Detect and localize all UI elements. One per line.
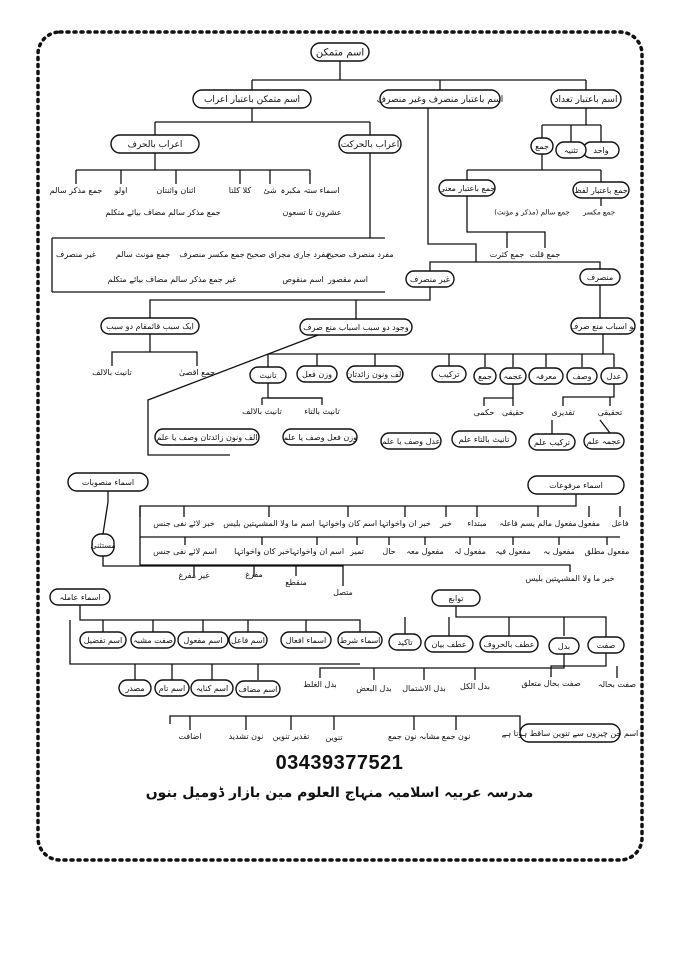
node-byNumber [551, 90, 621, 108]
node-label: خبر کان واخواتہا [234, 546, 290, 556]
node-sifat [588, 637, 624, 653]
connector-line [430, 262, 476, 271]
connector-line [551, 653, 606, 677]
node-label: مفعول بہ [543, 546, 575, 556]
node-atfHuruf [480, 636, 538, 652]
node-label: مصدر [125, 683, 145, 693]
node-label: جمع مونث سالم [115, 249, 171, 259]
node-label: تانیث بالتاء [304, 406, 340, 416]
node-label: تانیث بالتاء علم [458, 434, 510, 444]
node-label: وصف [572, 371, 592, 381]
node-label: متصل [333, 587, 353, 597]
node-label: مفعول مطلق [584, 546, 630, 556]
node-tamyiz [349, 547, 364, 556]
node-asmaSitta [281, 186, 340, 195]
node-jamaQillat [530, 250, 561, 259]
node-label: اسم مقصور [327, 274, 369, 284]
node-jamaKasrat [490, 250, 525, 259]
node-label: منقطع [285, 577, 307, 587]
node-badal [549, 638, 579, 654]
node-tawabi [432, 590, 480, 606]
connector-line [170, 716, 520, 733]
node-asmaAfal [281, 632, 331, 648]
node-mafool [578, 519, 600, 528]
node-label: تانیث بالالف [92, 367, 132, 377]
node-badalKul [460, 682, 490, 691]
node-label: الف ونون زائدتان [346, 369, 404, 379]
node-wujud [300, 319, 412, 335]
node-mafoolMutlaq [585, 547, 630, 556]
node-label: اسم تام [158, 683, 186, 693]
node-label: شئ [263, 185, 277, 195]
connector-line [150, 300, 356, 318]
node-label: اسم مفعول [183, 635, 223, 645]
node-label: جمع مکسر [582, 208, 616, 217]
node-badalGhalat [303, 680, 337, 689]
node-khabarInna [379, 519, 431, 528]
connector-line [467, 196, 507, 248]
connector-line [600, 420, 610, 433]
connector-line [150, 334, 197, 366]
node-label: تحقیقی [597, 407, 623, 417]
node-label: مشابہ نون جمع [388, 731, 440, 741]
connector-line [112, 352, 150, 366]
node-jama [531, 138, 553, 154]
node-naibFail [499, 519, 576, 528]
node-label: عدل [606, 371, 622, 381]
node-khabarKana [234, 547, 290, 556]
node-label: نو اسباب منع صرف [570, 321, 636, 331]
node-munsarif [580, 269, 620, 285]
node-label: اسم باعتبار تعداد [554, 95, 618, 106]
node-root [311, 43, 369, 61]
node-mustasna [90, 534, 115, 556]
node-kilaKilta [229, 186, 252, 195]
node-label: وزن فعل وصف یا علم [283, 432, 357, 442]
node-mufradMunsarif [326, 250, 393, 259]
node-bySarf [377, 90, 504, 108]
node-wasf [567, 368, 597, 384]
node-label: مفرغ [245, 569, 263, 579]
node-wahid [583, 142, 619, 158]
node-tasniya [556, 142, 586, 158]
node-jamaMuannas [116, 250, 170, 259]
node-tanwinQuestion [502, 724, 639, 742]
node-label: اسم جن چیزوں سے تنوین ساقط ہوتا ہے [501, 728, 639, 738]
node-nunTashdid [229, 732, 264, 741]
node-label: کلا کلتا [228, 185, 252, 195]
node-label: مفعول معہ [406, 546, 444, 556]
node-label: مفعول [577, 518, 601, 528]
connector-line [507, 232, 545, 248]
node-label: تنوین [325, 732, 343, 742]
node-label: مفعول فیہ [495, 546, 531, 556]
node-label: تاکید [397, 637, 413, 647]
node-label: عدل وصف یا علم [381, 436, 441, 446]
node-ismKinaya [191, 680, 233, 696]
node-waznFil [297, 366, 337, 382]
node-ismManqus [282, 275, 323, 284]
node-tarkib [432, 366, 466, 382]
node-label: جمع [478, 371, 492, 381]
institute-name: مدرسہ عربیہ اسلامیہ منہاج العلوم مین بازار ڈومیل بنوں [145, 785, 534, 801]
node-label: ایک سبب قائمقام دو سبب [106, 321, 194, 331]
node-jamaSalim [494, 208, 569, 216]
node-jamaMuzakkarMudaf [105, 208, 220, 217]
node-label: اسم کان واخواتہا [318, 518, 378, 528]
node-alifNunWasf [155, 429, 259, 445]
node-asmaShart [338, 632, 382, 648]
node-label: اضافت [178, 731, 202, 741]
node-label: معرفہ [535, 371, 557, 381]
node-irabHuruf [111, 135, 199, 153]
node-nunJama [442, 732, 471, 741]
node-ismFail [229, 632, 267, 648]
node-label: حال [382, 546, 396, 556]
node-label: تقدیر تنوین [272, 731, 310, 741]
node-jama2 [474, 368, 496, 384]
node-ismMudaf [236, 681, 280, 697]
node-label: اسماء افعال [285, 635, 327, 645]
node-label: جمع باعتبار لفظ [574, 185, 628, 195]
node-label: صفت [596, 640, 616, 650]
node-muttasil [333, 588, 353, 597]
node-label: خبر ان واخواتہا [379, 518, 431, 528]
node-jamaMukassar [582, 208, 615, 216]
node-asmaMarfuat [528, 476, 624, 494]
node-jamaMukassarMunsarif [179, 250, 245, 259]
node-label: غیر منصرف [410, 274, 450, 284]
node-label: جمع سالم (مذکر و مؤنث) [494, 208, 570, 217]
node-label: نون تشدید [228, 731, 264, 741]
connector-line [320, 654, 564, 678]
node-label: جمع کثرت [489, 249, 525, 259]
node-mubtada [467, 519, 486, 528]
node-takid [389, 634, 421, 650]
node-label: بدل البعض [356, 683, 392, 693]
node-ismMaqsur [327, 275, 368, 284]
node-mushabaNun [388, 732, 440, 741]
node-fail [611, 519, 628, 528]
connector-line [103, 491, 108, 534]
node-label: اسم کنایہ [195, 683, 229, 693]
node-label: جمع [535, 141, 549, 151]
node-byIrab [193, 90, 311, 108]
node-label: تانیث بالالف [242, 406, 282, 416]
node-label: ترکیب [438, 369, 460, 379]
node-jamaMuzakkar [50, 186, 103, 195]
node-label: صفت بحال متعلق [521, 678, 581, 688]
node-label: اسماء مرفوعات [549, 480, 603, 490]
node-label: بدل الکل [460, 681, 490, 691]
node-izafat [178, 732, 201, 741]
node-label: منصرف [586, 272, 614, 282]
node-irabHarakat [339, 135, 401, 153]
node-munqati [285, 578, 307, 587]
node-asbab [570, 318, 636, 334]
node-label: عجمہ [503, 371, 523, 381]
node-waznFilWasf [283, 429, 357, 445]
node-sifatMushabbaha [131, 632, 175, 648]
node-adlWasf [381, 433, 441, 449]
node-atfBayan [425, 636, 473, 652]
node-mufradJari [246, 250, 329, 259]
node-ghairMufarragh [178, 571, 209, 580]
node-label: اسم مضاف [238, 684, 278, 694]
node-mafoolBihi [543, 547, 575, 556]
node-label: تمیز [350, 546, 364, 556]
node-label: جمع قلت [529, 249, 561, 259]
node-label: تثنیہ [563, 145, 579, 155]
node-ismInna [290, 547, 344, 556]
node-sifatMutalliq [521, 679, 581, 688]
node-haqiqi [502, 408, 524, 417]
node-ismTafzil [80, 632, 126, 648]
node-label: اعراب بالحرف [127, 140, 183, 151]
node-label: توابع [448, 593, 464, 603]
node-alifNun [346, 366, 403, 382]
node-label: غیر جمع مذکر سالم مضاف بیائے متکلم [107, 274, 237, 284]
node-label: جمع باعتبار معنی [438, 183, 496, 193]
node-label: اسماء شرط [339, 635, 381, 645]
node-mafoolLahu [454, 547, 486, 556]
node-label: اسم باعتبار منصرف وغیر منصرف [376, 95, 504, 106]
node-label: غیر منصرف [56, 249, 96, 259]
node-label: اسم منقوص [282, 274, 324, 284]
node-label: اسم لائے نفی جنس [153, 546, 217, 556]
node-label: بدل [557, 641, 571, 651]
node-label: بدل الغلط [303, 679, 337, 689]
node-khabarMaLa [525, 574, 614, 583]
node-label: اسم ان واخواتہا [289, 546, 345, 556]
connector-line [268, 383, 322, 405]
node-label: تقدیری [551, 407, 575, 417]
node-label: جمع اقصیٰ [178, 367, 216, 377]
connector-line [563, 384, 614, 406]
node-sifatHala [598, 680, 636, 689]
node-label: جمع مذکر سالم مضاف بیائے متکلم [105, 207, 221, 217]
node-label: حکمی [473, 407, 495, 417]
node-label: مستثنیٰ [90, 540, 116, 550]
node-marifa [529, 368, 563, 384]
node-hukmi [474, 408, 495, 417]
connector-line [140, 494, 576, 517]
node-mafoolMaahu [406, 547, 444, 556]
node-label: اسم فاعل [231, 635, 265, 645]
node-label: واحد [593, 145, 609, 155]
node-ismKana [319, 519, 377, 528]
node-label: اعراب بالحرکت [340, 140, 400, 151]
node-ujma [500, 368, 526, 384]
node-tahqiqi [598, 408, 623, 417]
node-label: عشرون تا تسعون [282, 207, 342, 217]
node-taqdirTanwin [273, 732, 310, 741]
node-taniseAlif [92, 368, 132, 377]
node-ishrun [282, 208, 341, 217]
node-tarkibAlam [529, 434, 575, 450]
node-tanis [250, 367, 286, 383]
node-mafoolFihi [495, 547, 531, 556]
node-mufarragh [245, 570, 263, 579]
node-adl [601, 368, 627, 384]
node-tanwin [325, 733, 342, 742]
node-masdar [119, 680, 151, 696]
node-label: جمع مذکر سالم [49, 185, 103, 195]
node-label: عطف بیان [431, 639, 467, 649]
node-ujmaAlam [584, 433, 624, 449]
node-label: تانیث [259, 370, 277, 380]
node-label: مفعول مالم یسم فاعلہ [499, 518, 577, 528]
node-shay [263, 186, 277, 195]
node-taniseTaAlam [452, 431, 516, 447]
node-ghairJamaMudaf [108, 275, 237, 284]
node-label: حقیقی [501, 407, 525, 417]
connector-line [80, 605, 360, 632]
node-label: نون جمع [441, 731, 471, 741]
node-ismMafool [178, 632, 228, 648]
node-label: اسماء عاملہ [59, 592, 101, 602]
node-taqdiri [551, 408, 574, 417]
node-jamaMani [439, 180, 496, 196]
node-label: صفت مشبہ [133, 635, 173, 645]
node-label: ترکیب علم [533, 437, 571, 447]
node-ekSabab [101, 318, 199, 334]
node-ulu [114, 186, 128, 195]
node-badalBaz [356, 684, 392, 693]
connector-line [456, 606, 606, 637]
node-ismTam [155, 680, 189, 696]
node-label: خبر [440, 518, 452, 528]
node-label: غیر مفرغ [178, 570, 210, 580]
phone-number: 03439377521 [275, 752, 404, 774]
node-asmaAmila [50, 589, 110, 605]
node-label: صفت بحالہ [597, 679, 637, 689]
node-isnan [156, 186, 195, 195]
diagram-nodes [50, 43, 639, 742]
connector-line [103, 556, 343, 586]
node-label: خبر لائے نفی جنس [153, 518, 215, 528]
node-label: خبر ما ولا المشبہتین بلیس [525, 573, 615, 583]
node-label: الف ونون زائدتان وصف یا علم [156, 432, 258, 442]
node-label: مبتداء [467, 518, 487, 528]
node-label: اسم متمکن باعتبار اعراب [203, 95, 301, 106]
node-taniseAlif2 [242, 407, 282, 416]
node-label: اسم تفضیل [83, 635, 123, 645]
node-taniseTa [304, 407, 339, 416]
connector-line [484, 384, 513, 406]
node-label: وجود دو سبب اسباب منع صرف [303, 322, 409, 332]
node-label: اسماء ستہ مکبرہ [280, 185, 340, 195]
node-label: مفعول لہ [454, 546, 486, 556]
node-label: فاعل [611, 518, 629, 528]
node-label: مفرد منصرف صحیح [326, 249, 394, 259]
node-label: اولو [114, 185, 128, 195]
node-label: عجمہ علم [586, 436, 622, 446]
node-jamaAqsa [179, 368, 215, 377]
node-jamaLafz [573, 182, 629, 198]
node-khabarLa [153, 519, 214, 528]
node-asmaMansubat [68, 473, 148, 491]
node-ismLa [153, 547, 217, 556]
node-label: وزن فعل [302, 369, 332, 379]
node-label: اسم متمکن [315, 47, 365, 59]
node-ghairMunsarif2 [406, 271, 454, 287]
node-label: مفرد جاری مجرای صحیح [246, 249, 330, 259]
node-ghairMunsarif [56, 250, 96, 259]
node-label: بدل الاشتمال [402, 683, 446, 693]
node-label: اثنان واثنتان [156, 185, 196, 195]
node-khabar [439, 519, 452, 528]
node-label: اسماء منصوبات [81, 477, 135, 487]
node-label: اسم ما ولا المشبہتین بلیس [223, 518, 315, 528]
node-hal [382, 547, 395, 556]
node-label: جمع مکسر منصرف [179, 249, 245, 259]
node-badalIshtimal [402, 684, 446, 693]
node-ismMaLa [223, 519, 315, 528]
node-label: عطف بالحروف [483, 639, 535, 649]
